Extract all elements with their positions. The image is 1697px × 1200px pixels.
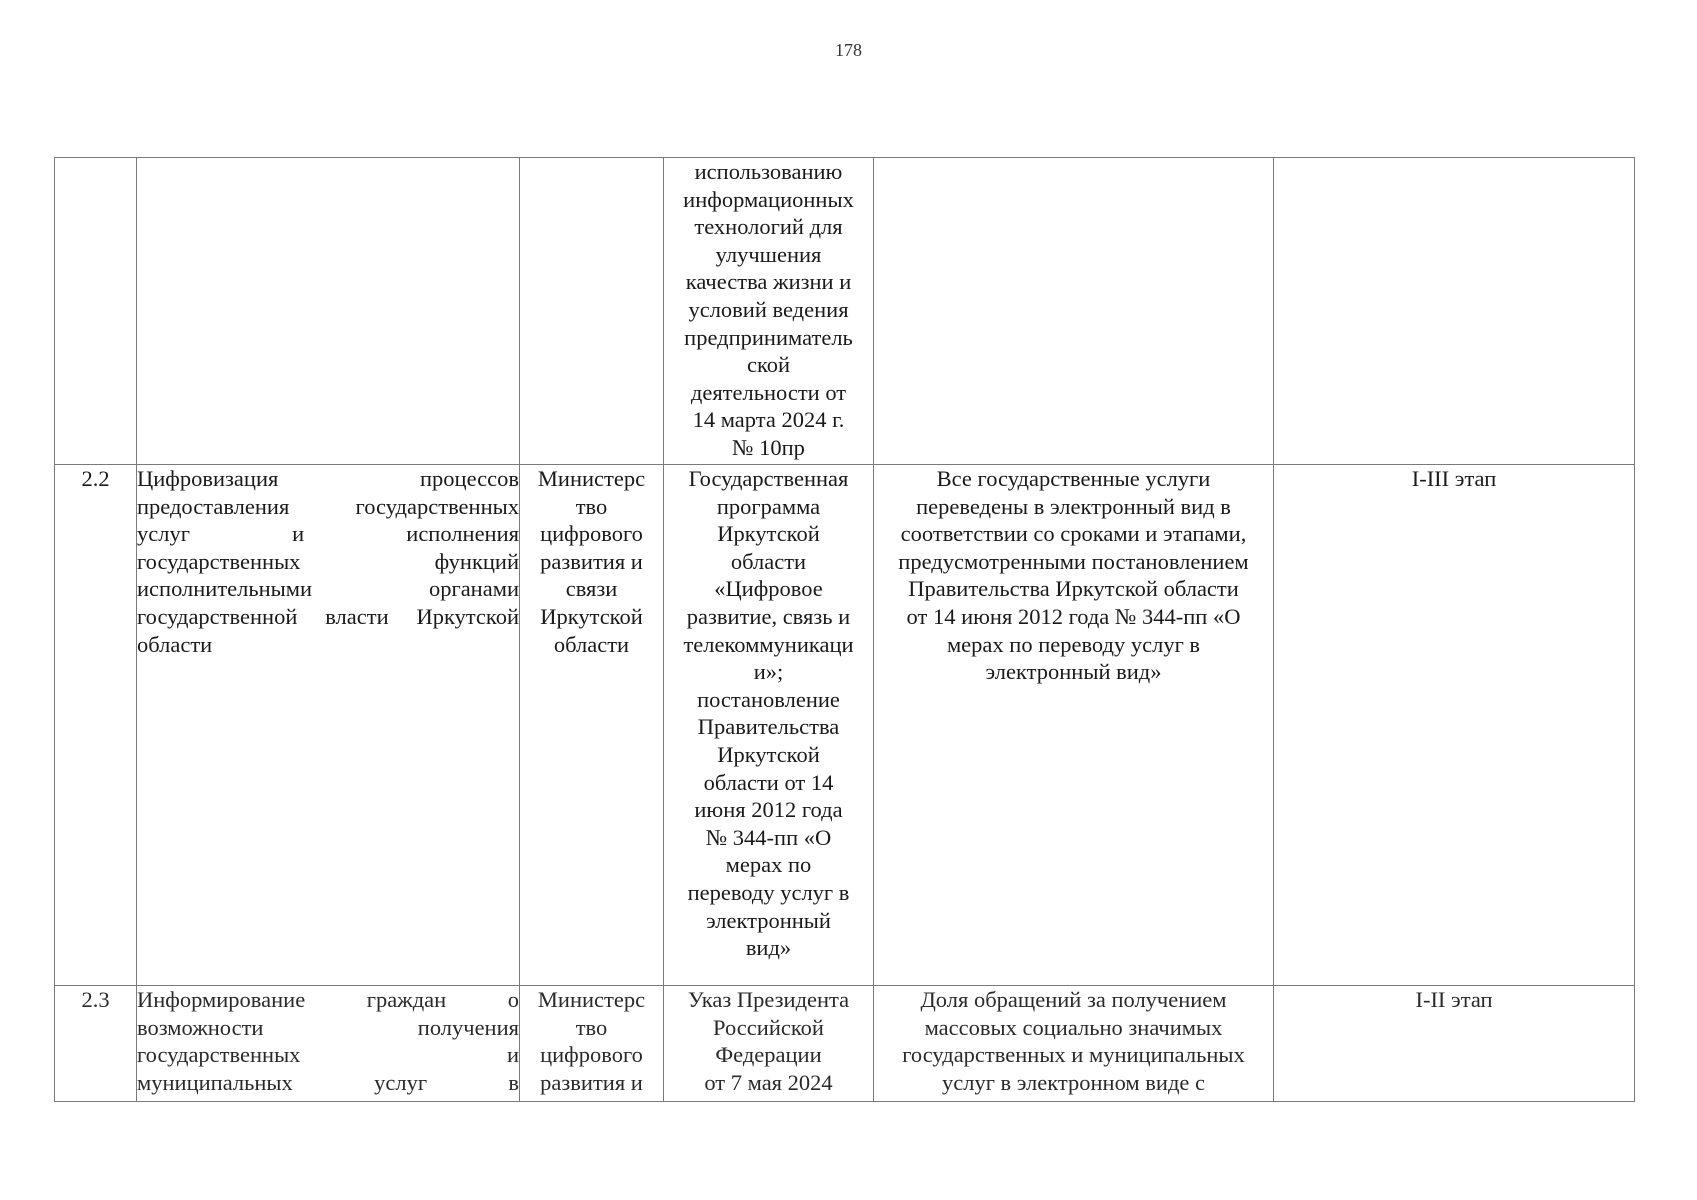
stage-cell: I-II этап xyxy=(1274,986,1635,1102)
cell-line: Государственная xyxy=(688,466,849,491)
cell-line: развития и xyxy=(540,548,643,574)
cell-line: массовых социально значимых xyxy=(924,1014,1223,1040)
cell-line: тво xyxy=(575,493,608,519)
cell-line: информационных xyxy=(683,186,854,212)
cell-line: ской xyxy=(746,352,791,378)
cell-line: от 7 мая 2024 xyxy=(704,1069,833,1095)
cell-line: государственной власти Иркутской xyxy=(137,603,519,629)
executor-cell xyxy=(520,465,664,986)
cell-line: цифрового xyxy=(540,521,643,547)
table-row xyxy=(55,986,1635,1102)
cell-line: области xyxy=(553,631,630,657)
legal-basis-cell xyxy=(664,986,874,1102)
cell-line: и»; xyxy=(753,659,784,685)
cell-line: Российской xyxy=(713,1014,824,1040)
cell-line: № 10пр xyxy=(732,434,805,460)
cell-line: улучшения xyxy=(715,241,822,267)
cell-line: предоставления государственных xyxy=(137,493,519,519)
cell-line: переведены в электронный вид в xyxy=(916,493,1231,519)
cell-line: Правительства Иркутской области xyxy=(908,576,1239,602)
measures-table xyxy=(54,157,1635,1102)
page-number: 178 xyxy=(835,40,862,60)
cell-line: развитие, связь и xyxy=(686,603,851,629)
cell-line: Информирование граждан о xyxy=(137,987,519,1012)
expected-result-cell xyxy=(874,986,1274,1102)
measure-name-cell xyxy=(137,986,520,1102)
expected-result-cell xyxy=(874,158,1274,465)
cell-line: услуг в электронном виде с xyxy=(941,1069,1205,1095)
cell-line: № 344-пп «О xyxy=(705,824,832,850)
cell-line: Министерс xyxy=(537,987,646,1012)
cell-line: качества жизни и xyxy=(685,269,852,295)
cell-line: технологий для xyxy=(694,214,843,240)
cell-line: мерах по переводу услуг в xyxy=(946,631,1201,657)
cell-line: тво xyxy=(575,1014,608,1040)
measure-name-cell xyxy=(137,465,520,986)
cell-line: возможности получения xyxy=(137,1014,519,1040)
cell-line: связи xyxy=(565,576,618,602)
cell-line: области xyxy=(730,548,807,574)
cell-line: использованию xyxy=(694,159,843,184)
stage-cell xyxy=(1274,158,1635,465)
cell-line: 14 марта 2024 г. xyxy=(692,407,845,433)
cell-line: предусмотренными постановлением xyxy=(898,548,1249,574)
cell-line: Федерации xyxy=(715,1042,822,1068)
cell-line: услуг и исполнения xyxy=(137,521,519,547)
cell-line: «Цифровое xyxy=(714,576,823,602)
cell-line: вид» xyxy=(745,935,792,961)
cell-line: Иркутской xyxy=(717,521,820,547)
cell-line: Правительства xyxy=(697,714,840,740)
cell-line: от 14 июня 2012 года № 344-пп «О xyxy=(906,603,1241,629)
cell-line: телекоммуникаци xyxy=(683,631,854,657)
cell-line: программа xyxy=(716,493,821,519)
cell-line: государственных и муниципальных xyxy=(902,1042,1245,1068)
item-number-cell: 2.2 xyxy=(55,465,137,986)
measure-name-cell xyxy=(137,158,520,465)
cell-line: исполнительными органами xyxy=(137,576,519,602)
legal-basis-cell xyxy=(664,465,874,986)
cell-line: области xyxy=(137,631,213,657)
legal-basis-cell xyxy=(664,158,874,465)
cell-line: государственных функций xyxy=(137,548,519,574)
cell-line: мерах по xyxy=(725,852,812,878)
table-row xyxy=(55,158,1635,465)
executor-cell xyxy=(520,158,664,465)
stage-cell: I-III этап xyxy=(1274,465,1635,986)
cell-line: Указ Президента xyxy=(687,987,850,1012)
cell-line: муниципальных услуг в xyxy=(137,1069,519,1095)
cell-line: государственных и xyxy=(137,1042,519,1068)
cell-line: Доля обращений за получением xyxy=(920,987,1227,1012)
cell-line: Все государственные услуги xyxy=(936,466,1211,491)
cell-line: Министерс xyxy=(537,466,646,491)
cell-line: условий ведения xyxy=(688,296,849,322)
cell-line: предприниматель xyxy=(684,324,853,350)
cell-line: цифрового xyxy=(540,1042,643,1068)
cell-line: развития и xyxy=(540,1069,643,1095)
cell-line: Иркутской xyxy=(717,741,820,767)
table-row xyxy=(55,465,1635,986)
expected-result-cell xyxy=(874,465,1274,986)
cell-line: электронный вид» xyxy=(985,659,1162,685)
cell-line: июня 2012 года xyxy=(694,797,843,823)
cell-line: деятельности от xyxy=(690,379,847,405)
cell-line: переводу услуг в xyxy=(687,879,850,905)
cell-line: области от 14 xyxy=(703,769,834,795)
executor-cell xyxy=(520,986,664,1102)
item-number-cell: 2.3 xyxy=(55,986,137,1102)
cell-line: электронный xyxy=(706,907,831,933)
cell-line: постановление xyxy=(697,686,840,712)
cell-line: соответствии со сроками и этапами, xyxy=(900,521,1247,547)
item-number-cell xyxy=(55,158,137,465)
cell-line: Цифровизация процессов xyxy=(137,466,519,491)
cell-line: Иркутской xyxy=(540,603,643,629)
